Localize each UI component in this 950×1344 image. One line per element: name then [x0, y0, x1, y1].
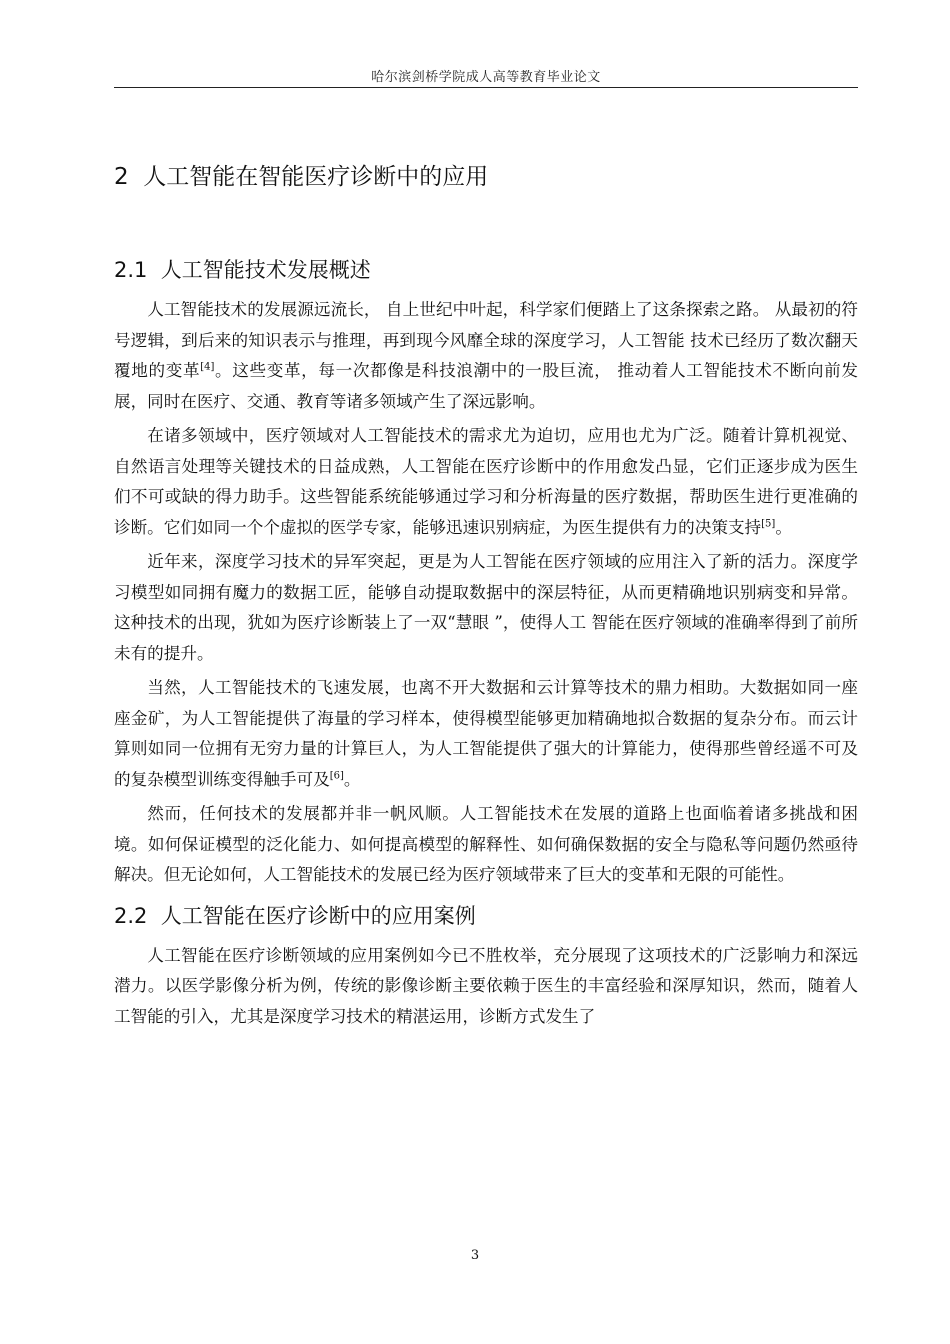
- section-number: 2.2: [114, 903, 148, 928]
- citation: [6]: [329, 769, 344, 781]
- citation: [4]: [200, 361, 215, 373]
- section-heading-2-2: [114, 901, 858, 931]
- section-title: 人工智能在医疗诊断中的应用案例: [160, 903, 476, 928]
- header-divider: [114, 87, 858, 88]
- page-content: [114, 160, 858, 1036]
- paragraph: 近年来，深度学习技术的异军突起，更是为人工智能在医疗领域的应用注入了新的活力。深度学习模型如同拥有魔力的数据工匠，能够自动提取数据中的深层特征，从而更精确地识别病变和异常。这种技术的出现，犹如为医疗诊断装上了一双“慧眼 ”，使得人工 智能在医疗领域的准确率得到了前所未有的提升。: [114, 552, 858, 663]
- paragraph: 当然，人工智能技术的飞速发展，也离不开大数据和云计算等技术的鼎力相助。大数据如同一座座金矿，为人工智能提供了海量的学习样本，使得模型能够更加精确地拟合数据的复杂分布。而云计算则如同一位拥有无穷力量的计算巨人，为人工智能提供了强大的计算能力，使得那些曾经遥不可及的复杂模型训练变得触手可及[6]。: [114, 678, 858, 789]
- page-number: 3: [470, 1248, 480, 1263]
- section-heading-2-1: [114, 255, 858, 285]
- page-header: 哈尔滨剑桥学院成人高等教育毕业论文: [371, 70, 601, 85]
- chapter-title: 人工智能在智能医疗诊断中的应用: [143, 164, 489, 190]
- paragraph: 人工智能在医疗诊断领域的应用案例如今已不胜枚举，充分展现了这项技术的广泛影响力和深远潜力。以医学影像分析为例，传统的影像诊断主要依赖于医生的丰富经验和深厚知识，然而，随着人工智能的引入，尤其是深度学习技术的精湛运用，诊断方式发生了: [114, 945, 858, 1026]
- chapter-number: 2: [114, 164, 129, 190]
- chapter-heading: [114, 160, 858, 194]
- paragraph: 在诸多领域中，医疗领域对人工智能技术的需求尤为迫切，应用也尤为广泛。随着计算机视觉、自然语言处理等关键技术的日益成熟，人工智能在医疗诊断中的作用愈发凸显，它们正逐步成为医生们不可或缺的得力助手。这些智能系统能够通过学习和分析海量的医疗数据，帮助医生进行更准确的诊断。它们如同一个个虚拟的医学专家，能够迅速识别病症，为医生提供有力的决策支持[5]。: [114, 426, 858, 537]
- paragraph: 人工智能技术的发展源远流长， 自上世纪中叶起，科学家们便踏上了这条探索之路。 从最初的符号逻辑，到后来的知识表示与推理，再到现今风靡全球的深度学习，人工智能 技术已经历了数次翻天覆地的变革[4]。这些变革，每一次都像是科技浪潮中的一股巨流， 推动着人工智能技术不断向前发展，同时在医疗、交通、教育等诸多领域产生了深远影响。: [114, 300, 858, 411]
- paragraph: 然而，任何技术的发展都并非一帆风顺。人工智能技术在发展的道路上也面临着诸多挑战和困境。如何保证模型的泛化能力、如何提高模型的解释性、如何确保数据的安全与隐私等问题仍然亟待解决。但无论如何，人工智能技术的发展已经为医疗领域带来了巨大的变革和无限的可能性。: [114, 804, 858, 884]
- section-title: 人工智能技术发展概述: [160, 258, 371, 282]
- section-number: 2.1: [114, 258, 148, 282]
- citation: [5]: [761, 517, 776, 529]
